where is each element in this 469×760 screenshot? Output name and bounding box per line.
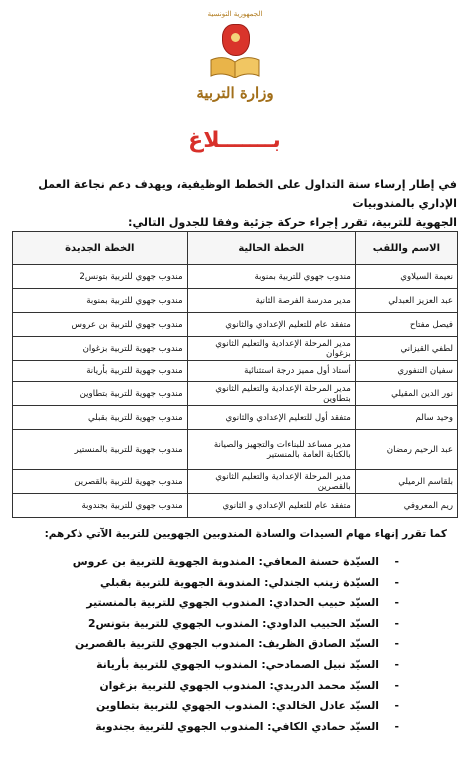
table-row — [13, 289, 458, 313]
ministry-name: وزارة التربية — [196, 84, 274, 102]
page-title: بـــــــلاغ — [188, 128, 281, 153]
bullet-dash: - — [394, 555, 399, 568]
table-row — [13, 494, 458, 518]
cell-new: مندوب جهوية للتربية بأريانة — [13, 361, 188, 382]
cell-new: مندوب جهوية للتربية بتطاوين — [13, 382, 188, 406]
table-row — [13, 337, 458, 361]
cell-new: مندوب جهوية للتربية بالقصرين — [13, 470, 188, 494]
cell-current: متفقد عام للتعليم الإعدادي والثانوي — [187, 313, 355, 337]
list-item-text: السيّد عادل الخالدي: المندوب الجهوي للتربية بتطاوين — [95, 699, 379, 713]
intro-line-1: في إطار إرساء سنة التداول على الخطط الوظيفية، ويهدف دعم نجاعة العمل الإداري بالمندوبيات — [38, 178, 457, 210]
list-item-text: السيّدة حسنة المعافي: المندوبة الجهوية للتربية بن عروس — [72, 555, 379, 568]
cell-current: مدير المرحلة الإعدادية والتعليم الثانوي بتطاوين — [187, 382, 355, 406]
list-item-text: السيّد الصادق الظريف: المندوب الجهوي للتربية بالقصرين — [75, 637, 379, 651]
bullet-dash: - — [394, 616, 399, 630]
table-row — [13, 406, 458, 430]
table-row — [13, 470, 458, 494]
bullet-dash: - — [394, 699, 399, 713]
table-row — [13, 382, 458, 406]
cell-name: بلقاسم الرميلي — [355, 470, 457, 494]
cell-current: أستاذ أول مميز درجة استثنائية — [187, 361, 355, 382]
intro-line-2: الجهوية للتربية، تقرر إجراء حركة جزئية وفقا للجدول التالي: — [128, 216, 457, 229]
logo-arch-text: الجمهورية التونسية — [207, 10, 263, 18]
list-item-text: السيّد حبيب الحدادي: المندوب الجهوي للتربية بالمنستير — [86, 596, 379, 610]
cell-name: لطفي القيزاني — [355, 337, 457, 361]
table-row — [13, 265, 458, 289]
list-item-text: السيّد نبيل الصمادحي: المندوب الجهوي للتربية بأريانة — [96, 657, 379, 671]
header-name: الاسم واللقب — [355, 232, 457, 265]
cell-current: مدير مدرسة الفرصة الثانية — [187, 289, 355, 313]
cell-name: سفيان التنفوري — [355, 361, 457, 382]
list-item-text: السيّدة زينب الجندلي: المندوبة الجهوية للتربية بقبلي — [99, 575, 379, 589]
intro-paragraph — [7, 175, 457, 232]
cell-current: مدير المرحلة الإعدادية والتعليم الثانوي بالقصرين — [187, 470, 355, 494]
cell-name: نور الدين المقيلي — [355, 382, 457, 406]
bullet-dash: - — [394, 575, 399, 589]
list-item — [0, 655, 469, 676]
cell-name: نعيمة السيلاوي — [355, 265, 457, 289]
terminated-list — [0, 552, 469, 737]
cell-current: مندوب جهوي للتربية بمنوبة — [187, 265, 355, 289]
open-book-icon — [209, 56, 261, 78]
list-item — [0, 676, 469, 697]
appointments-table — [12, 231, 458, 518]
bullet-dash: - — [394, 596, 399, 610]
bullet-dash: - — [394, 678, 399, 692]
cell-name: فيصل مفتاح — [355, 313, 457, 337]
list-item — [0, 573, 469, 594]
table-row — [13, 361, 458, 382]
bullet-dash: - — [394, 657, 399, 671]
cell-new: مندوب جهوية للتربية بزغوان — [13, 337, 188, 361]
ministry-logo — [195, 10, 275, 110]
table-row — [13, 430, 458, 470]
list-item-text: السيّد محمد الدريدي: المندوب الجهوي للتربية بزغوان — [99, 678, 379, 692]
cell-current: متفقد عام للتعليم الإعدادي و الثانوي — [187, 494, 355, 518]
list-item — [0, 552, 469, 573]
bullet-dash: - — [394, 637, 399, 651]
list-item — [0, 634, 469, 655]
bullet-dash: - — [394, 719, 399, 733]
list-item — [0, 593, 469, 614]
header-new-post: الخطة الجديدة — [13, 232, 188, 265]
cell-new: مندوب جهوية للتربية بقبلي — [13, 406, 188, 430]
cell-new: مندوب جهوي للتربية بتونس2 — [13, 265, 188, 289]
emblem-icon — [222, 24, 250, 56]
cell-name: وحيد سالم — [355, 406, 457, 430]
closing-intro: كما تقرر إنهاء مهام السيدات والسادة المندوبين الجهويين للتربية الآتي ذكرهم: — [44, 528, 447, 540]
list-item — [0, 717, 469, 738]
cell-name: عبد العزيز العبدلي — [355, 289, 457, 313]
list-item — [0, 614, 469, 635]
table-row — [13, 313, 458, 337]
list-item-text: السيّد حمادي الكافي: المندوب الجهوي للتربية بجندوبة — [95, 719, 379, 733]
cell-current: مدير مساعد للبناءات والتجهيز والصيانة بالكتابة العامة بالمنستير — [187, 430, 355, 470]
cell-new: مندوب جهوي للتربية بمنوبة — [13, 289, 188, 313]
cell-current: متفقد أول للتعليم الإعدادي والثانوي — [187, 406, 355, 430]
cell-new: مندوب جهوي للتربية بن عروس — [13, 313, 188, 337]
cell-current: مدير المرحلة الإعدادية والتعليم الثانوي بزغوان — [187, 337, 355, 361]
list-item-text: السيّد الحبيب الداودي: المندوب الجهوي للتربية بتونس2 — [87, 616, 379, 630]
cell-new: مندوب جهوي للتربية بجندوبة — [13, 494, 188, 518]
list-item — [0, 696, 469, 717]
cell-name: ريم المعروفي — [355, 494, 457, 518]
cell-new: مندوب جهوية للتربية بالمنستير — [13, 430, 188, 470]
header-current-post: الخطة الحالية — [187, 232, 355, 265]
cell-name: عبد الرحيم رمضان — [355, 430, 457, 470]
